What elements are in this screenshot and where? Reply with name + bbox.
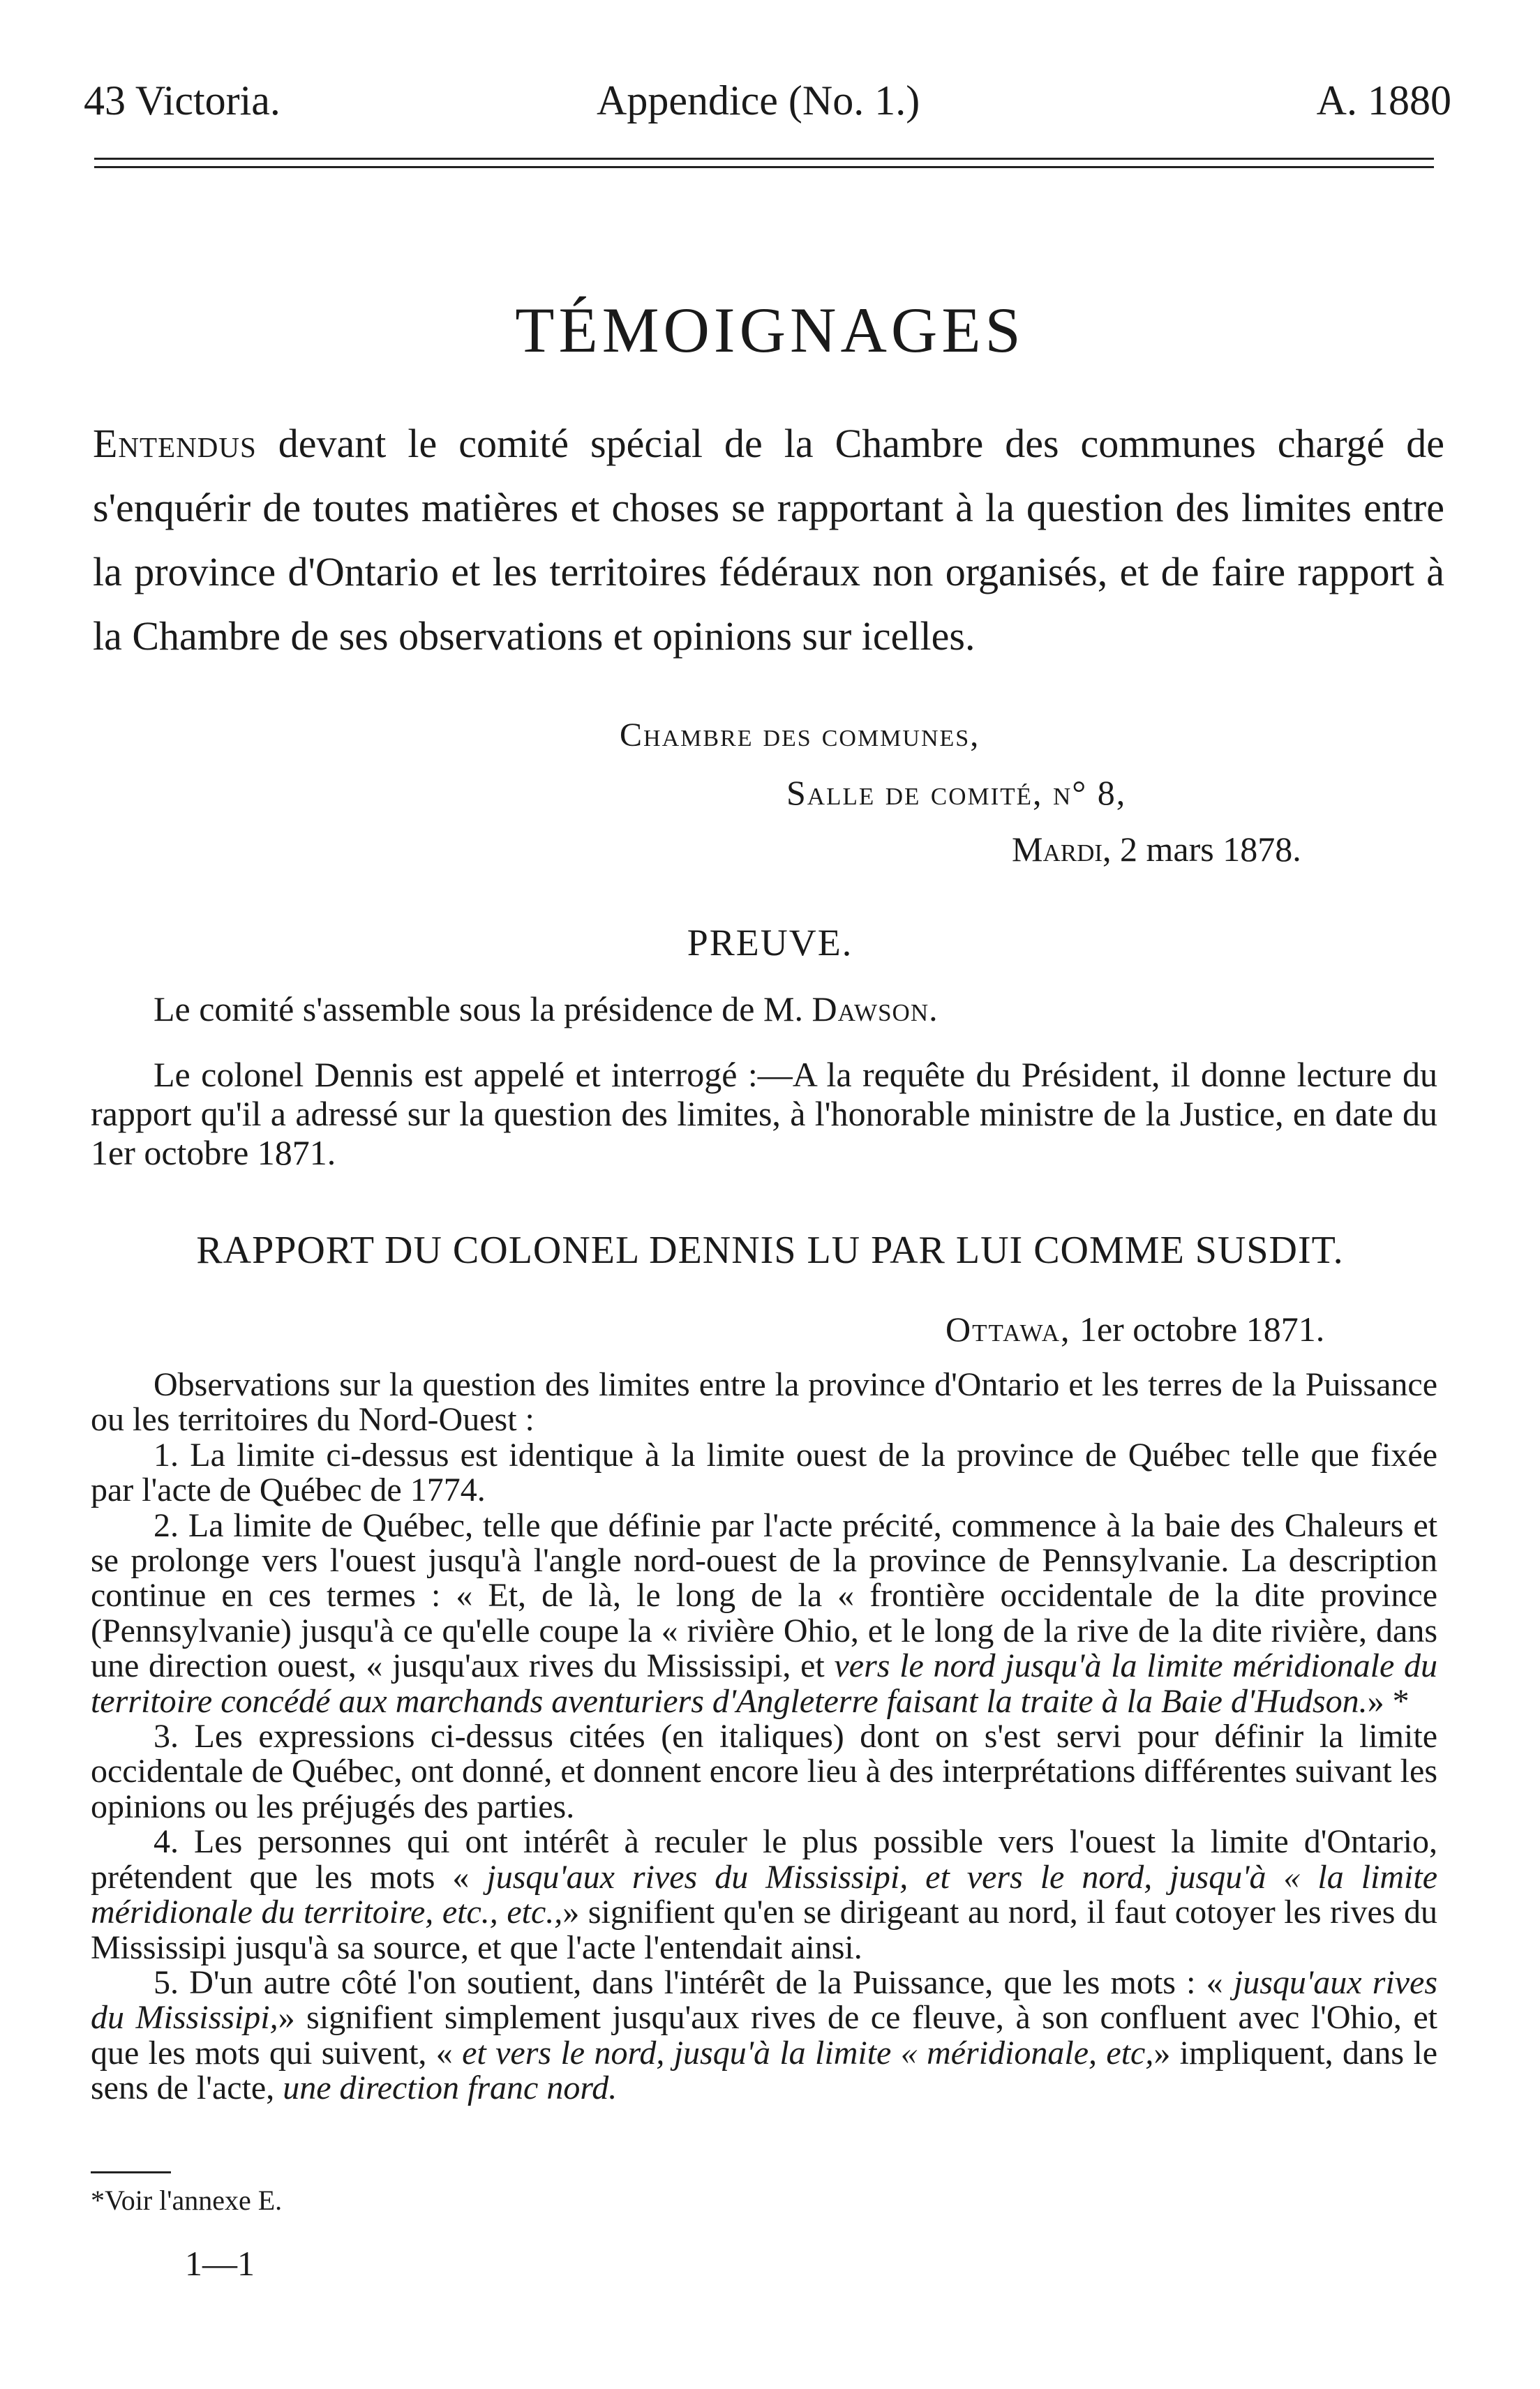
place-day: Mardi, xyxy=(1012,830,1112,869)
section-2 xyxy=(91,1508,1437,1719)
place-date: 2 mars 1878. xyxy=(1120,830,1301,869)
running-header xyxy=(84,77,1451,140)
intro-paragraph xyxy=(93,412,1445,668)
place-line-2: Salle de comité, n° 8, xyxy=(786,773,1127,812)
witness-paragraph xyxy=(91,1055,1437,1172)
report-dateline xyxy=(945,1309,1324,1349)
report-body xyxy=(91,1368,1437,2106)
place-line-1: Chambre des communes, xyxy=(620,717,980,754)
preuve-heading: PREUVE. xyxy=(687,922,853,964)
section-4-end: » signifient qu'en se dirigeant au nord, il faut cotoyer les rives du Mississipi jusqu'à sa source, et que l'acte l'entendait ainsi. xyxy=(91,1894,1437,1966)
header-rule-bottom xyxy=(94,166,1434,168)
observations-line: Observations sur la question des limites entre la province d'Ontario et les terres de la Puissance ou les territoires du Nord-Ouest : xyxy=(91,1366,1437,1439)
section-4 xyxy=(91,1825,1437,1965)
intro-text: devant le comité spécial de la Chambre des communes chargé de s'enquérir de toutes matières et choses se rapportant à la question des limites entre la province d'Ontario et les territoires fédéraux non organisés, et de faire rapport à la Chambre de ses observations et opinions sur icelles. xyxy=(93,421,1445,659)
header-rule-top xyxy=(94,158,1434,160)
header-volume: 43 Victoria. xyxy=(84,77,281,123)
dateline-date: 1er octobre 1871. xyxy=(1079,1310,1325,1349)
section-4-text: 4. Les personnes qui ont intérêt à reculer le plus possible vers l'ouest la limite d'Ontario, prétendent que les mots « xyxy=(91,1823,1437,1896)
section-title: RAPPORT DU COLONEL DENNIS LU PAR LUI COMME SUSDIT. xyxy=(196,1229,1344,1272)
footnote: *Voir l'annexe E. xyxy=(91,2185,283,2216)
witness-text: Le colonel Dennis est appelé et interrogé :—A la requête du Président, il donne lecture du rapport qu'il a adressé sur la question des limites, à l'honorable ministre de la Justice, en date du 1er octobre 1871. xyxy=(91,1055,1437,1172)
place-line-3 xyxy=(1012,829,1301,869)
section-5 xyxy=(91,1965,1437,2106)
page-number: 1—1 xyxy=(185,2244,255,2283)
intro-lead-word: Entendus xyxy=(93,421,257,466)
section-5-text-a: 5. D'un autre côté l'on soutient, dans l'intérêt de la Puissance, que les mots : « xyxy=(154,1963,1223,2001)
section-5-italic-b: et vers le nord, jusqu'à la limite « méridionale, etc, xyxy=(462,2034,1154,2072)
header-appendix: Appendice (No. 1.) xyxy=(597,77,920,123)
section-5-italic-a: jusqu'aux rives du Mississipi, xyxy=(91,1963,1438,2037)
dateline-city: Ottawa, xyxy=(945,1310,1071,1349)
section-2-end: » * xyxy=(1367,1682,1410,1720)
section-3: 3. Les expressions ci-dessus citées (en italiques) dont on s'est servi pour définir la limite occidentale de Québec, ont donné, et donnent encore lieu à des interprétations différentes suivant les opinions ou les préjugés des parties. xyxy=(91,1718,1437,1825)
section-4-italic: jusqu'aux rives du Mississipi, et vers le nord, jusqu'à « la limite méridionale du territoire, etc., etc., xyxy=(91,1858,1438,1931)
section-5-italic-c: une direction franc nord. xyxy=(283,2069,618,2107)
header-year: A. 1880 xyxy=(1316,77,1451,123)
session-text: Le comité s'assemble sous la présidence de M. xyxy=(154,989,803,1028)
session-paragraph xyxy=(91,989,1437,1028)
footnote-rule xyxy=(91,2171,171,2173)
section-1: 1. La limite ci-dessus est identique à la limite ouest de la province de Québec telle que fixée par l'acte de Québec de 1774. xyxy=(91,1436,1437,1509)
page-title: TÉMOIGNAGES xyxy=(515,294,1025,366)
section-2-italic: vers le nord jusqu'à la limite méridionale du territoire concédé aux marchands aventuriers d'Angleterre faisant la traite à la Baie d'Hudson. xyxy=(91,1647,1437,1720)
section-5-text-b: » signifient simplement jusqu'aux rives de ce fleuve, à son confluent avec l'Ohio, et que les mots qui suivent, « xyxy=(91,1999,1438,2072)
section-2-text: 2. La limite de Québec, telle que définie par l'acte précité, commence à la baie des Chaleurs et se prolonge vers l'ouest jusqu'à l'angle nord-ouest de la province de Pennsylvanie. La description continue en ces termes : « Et, de là, le long de la « frontière occidentale de la dite province (Pennsylvanie) jusqu'à ce qu'elle coupe la « rivière Ohio, et le long de la rive de la dite rivière, dans une direction ouest, « jusqu'aux rives du Mississipi, et xyxy=(91,1506,1437,1685)
section-5-text-c: » impliquent, dans le sens de l'acte, xyxy=(91,2034,1438,2107)
president-name: Dawson. xyxy=(812,989,939,1028)
